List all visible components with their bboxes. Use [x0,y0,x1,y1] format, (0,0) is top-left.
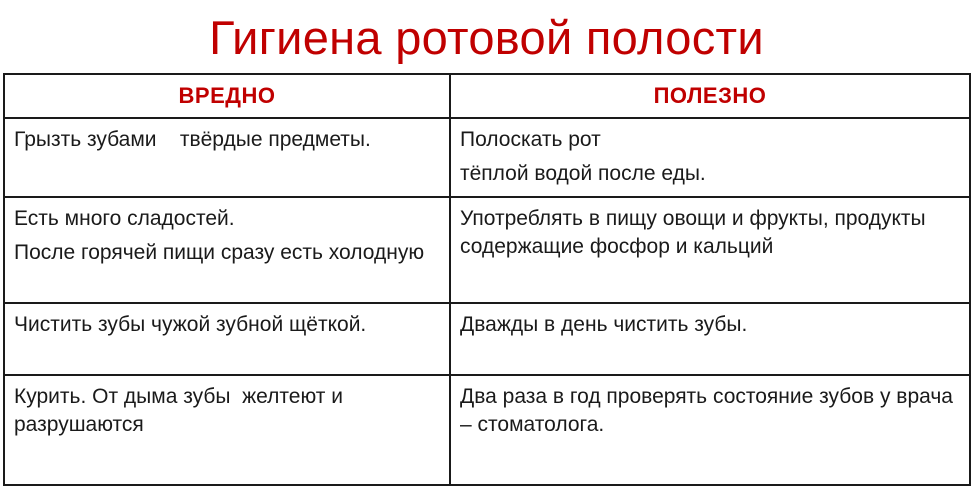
cell-text: Употреблять в пищу овощи и фрукты, продукты содержащие фосфор и кальций [460,207,926,258]
useful-cell [450,303,970,375]
cell-text: Два раза в год проверять состояние зубов у врача – стоматолога. [460,385,953,436]
table-row [4,375,970,485]
useful-cell [450,375,970,485]
cell-text: Чистить зубы чужой зубной щёткой. [14,313,367,336]
table-row [4,303,970,375]
harmful-cell [4,303,450,375]
table-row [4,118,970,197]
column-header-useful: ПОЛЕЗНО [450,74,970,118]
cell-text: Есть много сладостей. [14,207,235,230]
useful-cell [450,197,970,303]
harmful-cell [4,375,450,485]
cell-text: Дважды в день чистить зубы. [460,313,748,336]
column-header-harmful: ВРЕДНО [4,74,450,118]
cell-text: Курить. От дыма зубы желтеют и разрушаются [14,385,349,436]
hygiene-table [3,73,971,486]
harmful-cell [4,197,450,303]
page-title: Гигиена ротовой полости [209,11,764,64]
cell-text: После горячей пищи сразу есть холодную [14,241,425,264]
table-row [4,197,970,303]
useful-cell [450,118,970,197]
cell-text: тёплой водой после еды. [460,162,706,185]
harmful-cell [4,118,450,197]
cell-text: Грызть зубами твёрдые предметы. [14,128,371,151]
table-header-row [4,74,970,118]
cell-text: Полоскать рот [460,128,601,151]
